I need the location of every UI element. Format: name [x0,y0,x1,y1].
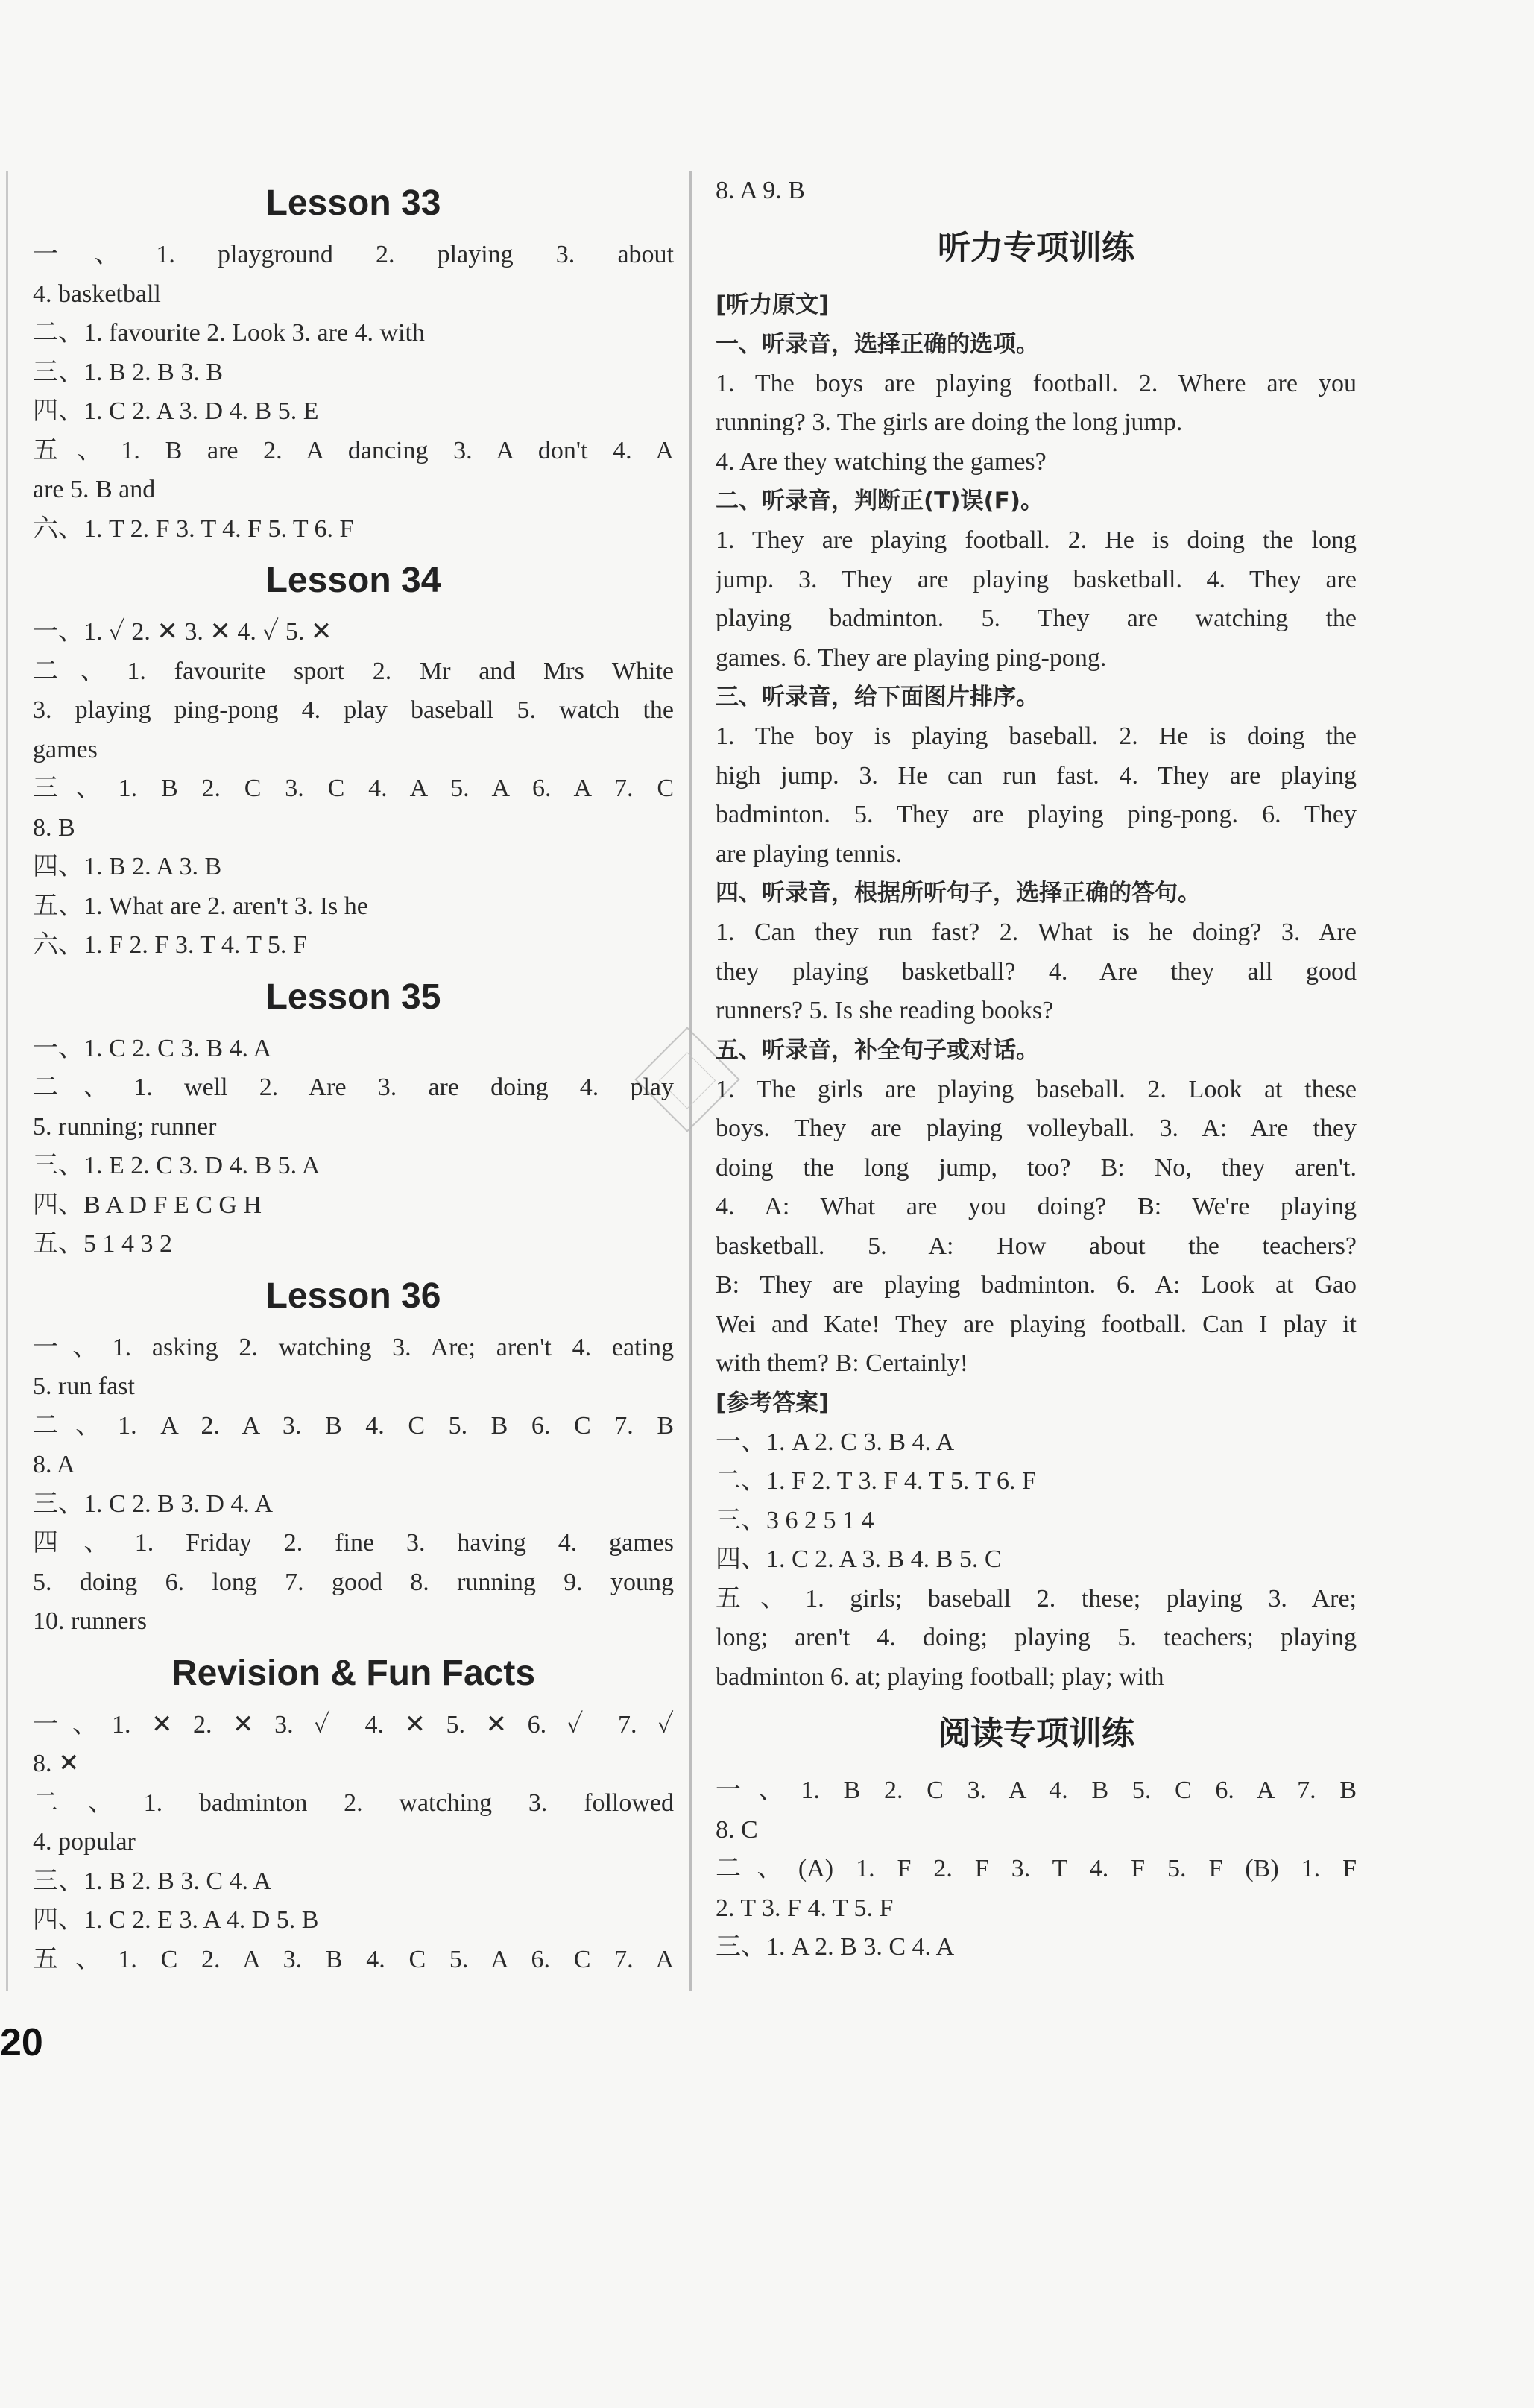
answer-line: 5. run fast [33,1372,135,1400]
answer-line: 三、1. A 2. B 3. C 4. A [716,1933,955,1961]
answer-line: 1. The boys are playing football. 2. Where are you [716,369,1357,397]
answer-line: boys. They are playing volleyball. 3. A: Are they [716,1115,1357,1142]
answer-line: 四、1. C 2. E 3. A 4. D 5. B [33,1906,319,1934]
answer-line: they playing basketball? 4. Are they all good [716,957,1357,986]
instruction-heading: 二、听录音，判断正(T)误(F)。 [716,488,1044,514]
answer-line: 2. T 3. F 4. T 5. F [716,1894,894,1922]
answer-line: 四、1. C 2. A 3. B 4. B 5. C [716,1545,1002,1573]
answer-line: 10. runners [33,1607,147,1635]
answer-line: 5. doing 6. long 7. good 8. running 9. young [33,1568,674,1596]
answer-line: 三、1. B 2. B 3. B [33,358,224,386]
section-title: Lesson 34 [265,561,441,600]
section-title: Lesson 36 [265,1276,441,1316]
answer-line: 4. A: What are you doing? B: We're playing [716,1193,1357,1220]
subsection-label: [听力原文] [716,291,830,318]
section-title: 听力专项训练 [938,228,1134,267]
instruction-heading: 四、听录音，根据所听句子，选择正确的答句。 [716,880,1201,907]
answer-line: 五、1. B are 2. A dancing 3. A don't 4. A [33,436,674,464]
instruction-heading: 三、听录音，给下面图片排序。 [716,684,1039,710]
answer-line: 四、1. C 2. A 3. D 4. B 5. E [33,397,319,425]
answer-line: 一、1. ✓ 2. ✕ 3. ✕ 4. ✓ 5. ✕ [33,618,332,646]
answer-line: 5. running; runner [33,1112,217,1141]
answer-line: with them? B: Certainly! [716,1349,968,1377]
answer-line: 四、1. B 2. A 3. B [33,853,222,880]
answer-line: doing the long jump, too? B: No, they aren't. [716,1153,1357,1182]
answer-line: 一、1. asking 2. watching 3. Are; aren't 4. eating [33,1333,674,1361]
answer-line: 二、1. favourite sport 2. Mr and Mrs White [33,657,674,685]
instruction-heading: 五、听录音，补全句子或对话。 [716,1036,1039,1064]
answer-line: 二、1. A 2. A 3. B 4. C 5. B 6. C 7. B [33,1411,674,1440]
answer-line: badminton 6. at; playing football; play; with [716,1662,1164,1691]
answer-line: 1. The boy is playing baseball. 2. He is doing the [716,722,1357,750]
answer-line: basketball. 5. A: How about the teachers? [716,1232,1357,1260]
answer-line: 三、1. B 2. B 3. C 4. A [33,1867,272,1895]
answer-line: 三、1. C 2. B 3. D 4. A [33,1490,274,1518]
page-edge-line [6,171,8,1991]
answer-line: 8. A [33,1451,75,1478]
answer-line: long; aren't 4. doing; playing 5. teachers; playing [716,1624,1357,1651]
answer-line: 3. playing ping-pong 4. play baseball 5. watch the [33,696,674,724]
answer-line: 8. C [716,1815,758,1844]
answer-line: 二、(A) 1. F 2. F 3. T 4. F 5. F (B) 1. F [716,1855,1357,1882]
answer-line: jump. 3. They are playing basketball. 4. They are [716,565,1357,593]
answer-line: 一、1. C 2. C 3. B 4. A [33,1034,272,1062]
section-title: Revision & Fun Facts [171,1653,536,1693]
section-title: 阅读专项训练 [938,1715,1134,1753]
answer-line: 六、1. T 2. F 3. T 4. F 5. T 6. F [33,514,354,543]
answer-line: 四、1. Friday 2. fine 3. having 4. games [33,1529,674,1557]
section-title: Lesson 35 [265,977,441,1017]
answer-line: 1. They are playing football. 2. He is doing the long [716,526,1357,554]
instruction-heading: 一、听录音，选择正确的选项。 [716,330,1039,358]
answer-line: 三、3 6 2 5 1 4 [716,1506,874,1534]
answer-line: 二、1. badminton 2. watching 3. followed [33,1788,674,1817]
answer-line: B: They are playing badminton. 6. A: Look at Gao [716,1271,1357,1299]
answer-line: 1. The girls are playing baseball. 2. Look at these [716,1075,1357,1103]
page-number: 20 [0,2021,43,2064]
answer-line: 4. Are they watching the games? [716,447,1047,476]
answer-line: high jump. 3. He can run fast. 4. They are playing [716,761,1357,789]
answer-line: runners? 5. Is she reading books? [716,997,1054,1024]
subsection-label: [参考答案] [716,1389,830,1416]
answer-line: running? 3. The girls are doing the long jump. [716,409,1183,436]
answer-line: 四、B A D F E C G H [33,1191,262,1219]
answer-line: 三、1. E 2. C 3. D 4. B 5. A [33,1152,321,1179]
answer-line: 一、1. B 2. C 3. A 4. B 5. C 6. A 7. B [716,1777,1357,1804]
answer-line: 1. Can they run fast? 2. What is he doing? 3. Are [716,918,1357,946]
answer-line: 8. A 9. B [716,177,805,204]
right-answer-column [716,171,1357,1967]
answer-line: 二、1. favourite 2. Look 3. are 4. with [33,319,425,347]
answer-line: 8. ✕ [33,1750,80,1777]
answer-line: Wei and Kate! They are playing football. Can I play it [716,1310,1357,1338]
answer-line: 一、1. playground 2. playing 3. about [33,241,674,268]
answer-line: games. 6. They are playing ping-pong. [716,643,1107,672]
answer-line: 二、1. F 2. T 3. F 4. T 5. T 6. F [716,1467,1036,1495]
answer-line: are playing tennis. [716,839,903,868]
answer-line: 8. B [33,813,75,842]
section-title: Lesson 33 [265,183,441,223]
answer-line: games [33,735,98,763]
answer-line: 4. basketball [33,280,161,308]
answer-line: are 5. B and [33,476,156,503]
answer-line: 六、1. F 2. F 3. T 4. T 5. F [33,931,307,959]
answer-line: 五、1. girls; baseball 2. these; playing 3. Are; [716,1584,1357,1613]
answer-line: playing badminton. 5. They are watching the [716,605,1357,632]
answer-line: 五、1. What are 2. aren't 3. Is he [33,892,368,920]
answer-line: 五、1. C 2. A 3. B 4. C 5. A 6. C 7. A [33,1945,674,1973]
answer-line: 一、1. A 2. C 3. B 4. A [716,1428,955,1456]
answer-line: 一、1. ✕ 2. ✕ 3. ✓ 4. ✕ 5. ✕ 6. ✓ 7. ✓ [33,1710,674,1739]
answer-line: 三、1. B 2. C 3. C 4. A 5. A 6. A 7. C [33,775,674,802]
answer-line: 五、5 1 4 3 2 [33,1230,172,1258]
answer-line: 4. popular [33,1828,136,1856]
left-answer-column [33,171,674,1979]
answer-line: 二、1. well 2. Are 3. are doing 4. play [33,1074,674,1101]
answer-line: badminton. 5. They are playing ping-pong. 6. They [716,801,1357,828]
